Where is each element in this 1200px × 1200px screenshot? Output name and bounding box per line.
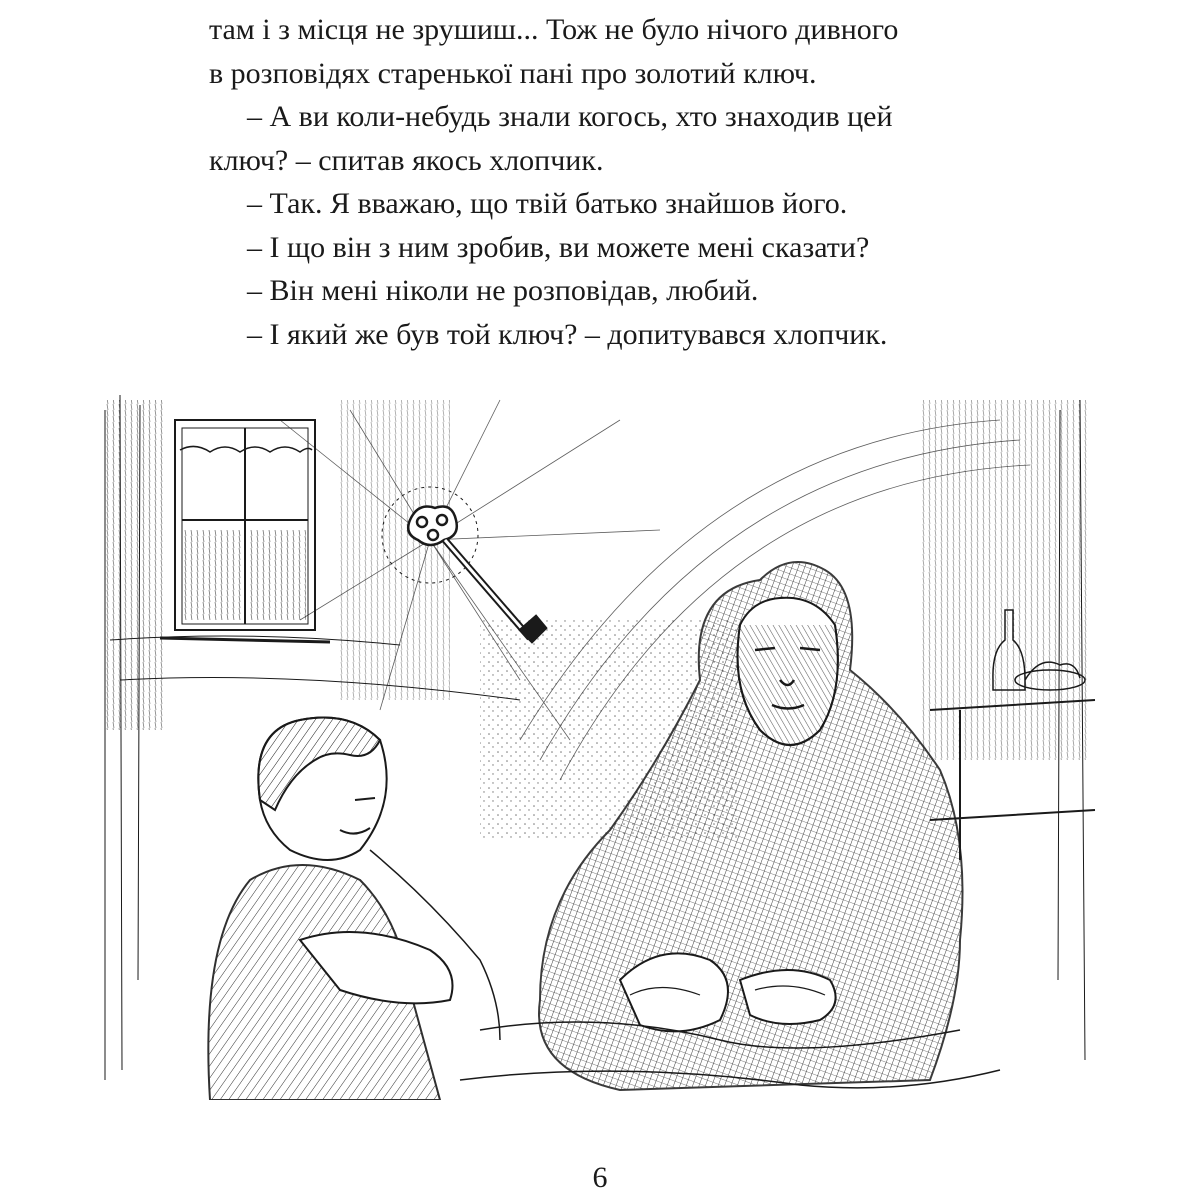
dialogue-line: – А ви коли-небудь знали когось, хто знаходив цей: [247, 100, 893, 133]
dialogue-line: – І що він з ним зробив, ви можете мені сказати?: [247, 230, 870, 264]
story-text: [209, 8, 1009, 356]
ink-illustration: [100, 380, 1100, 1100]
window-sketch: [160, 420, 330, 642]
text-line: там і з місця не зрушиш... Тож не було нічого дивного: [209, 13, 899, 46]
boy-sketch: [208, 718, 500, 1101]
text-line: ключ? – спитав якось хлопчик.: [209, 143, 604, 177]
dialogue-line: – Він мені ніколи не розповідав, любий.: [247, 274, 759, 307]
dialogue-line: – Так. Я вважаю, що твій батько знайшов його.: [247, 187, 848, 220]
text-line: в розповідях старенької пані про золотий ключ.: [209, 56, 817, 90]
page-number: 6: [592, 1161, 608, 1194]
dialogue-line: – І який же був той ключ? – допитувався хлопчик.: [247, 317, 888, 351]
